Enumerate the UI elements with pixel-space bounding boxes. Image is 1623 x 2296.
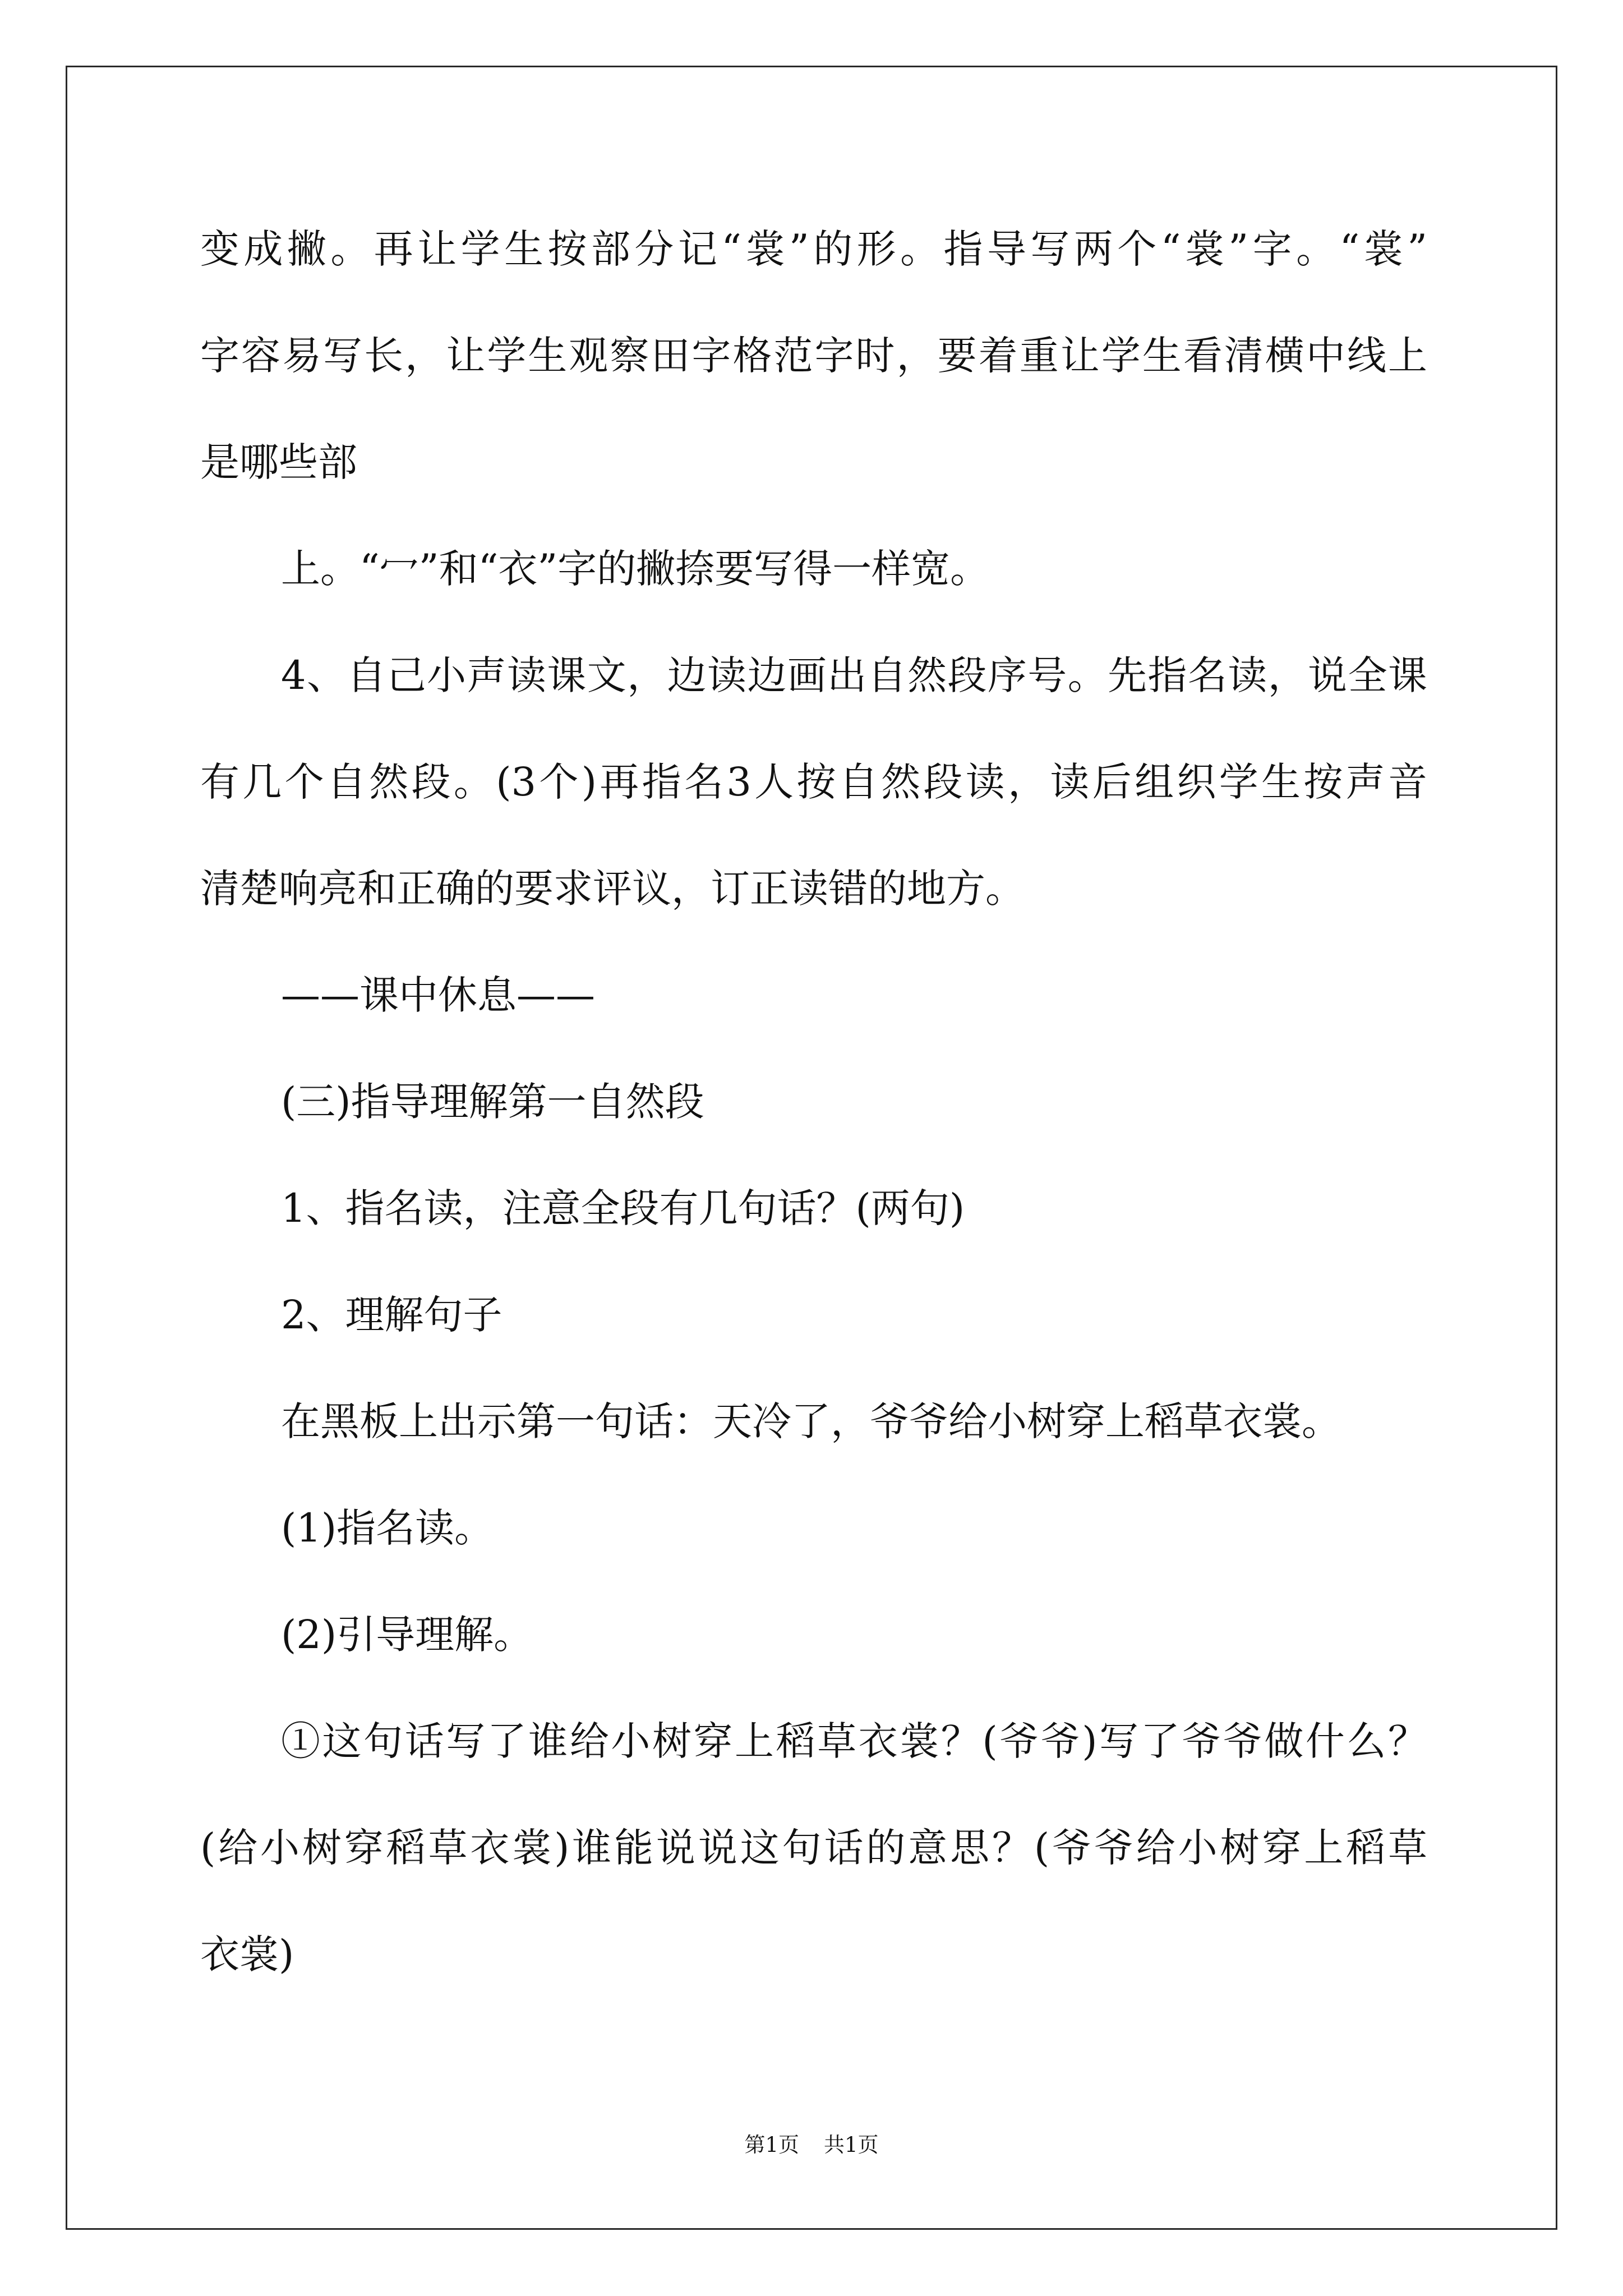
paragraph [200, 1475, 1427, 1581]
page-number: 第1页 [744, 2133, 799, 2157]
paragraph [200, 1155, 1427, 1262]
paragraph-line: 字容易写长，让学生观察田字格范字时，要着重让学生看清横中线上 [200, 333, 1427, 379]
paragraph-line: (1)指名读。 [281, 1505, 494, 1551]
paragraph-line: 在黑板上出示第一句话：天冷了，爷爷给小树穿上稻草衣裳。 [281, 1398, 1341, 1444]
paragraph [200, 1368, 1427, 1475]
page-footer [0, 2129, 1623, 2161]
paragraph-line: 4、自己小声读课文，边读边画出自然段序号。先指名读，说全课 [281, 652, 1427, 698]
paragraph-line: (2)引导理解。 [281, 1612, 533, 1658]
paragraph-line: ①这句话写了谁给小树穿上稻草衣裳？(爷爷)写了爷爷做什么？ [281, 1718, 1427, 1764]
paragraph-line: 有几个自然段。(3个)再指名3人按自然段读，读后组织学生按声音 [200, 759, 1427, 805]
paragraph-line: 清楚响亮和正确的要求评议，订正读错的地方。 [200, 866, 1025, 912]
paragraph-line: (给小树穿稻草衣裳)谁能说说这句话的意思？(爷爷给小树穿上稻草 [200, 1825, 1427, 1871]
paragraph-line: 是哪些部 [200, 439, 357, 485]
paragraph [200, 622, 1427, 942]
paragraph-line: 变成撇。再让学生按部分记“裳”的形。指导写两个“裳”字。“裳” [200, 226, 1427, 272]
paragraph [200, 516, 1427, 622]
paragraph-line: 2、理解句子 [281, 1292, 502, 1338]
paragraph-line: 1、指名读，注意全段有几句话？(两句) [281, 1185, 965, 1231]
paragraph [200, 942, 1427, 1048]
paragraph [200, 196, 1427, 516]
page-count: 共1页 [824, 2133, 879, 2157]
paragraph [200, 1048, 1427, 1155]
section-heading: (三)指导理解第一自然段 [281, 1079, 704, 1125]
paragraph [200, 1262, 1427, 1368]
section-break-line: ——课中休息—— [281, 972, 595, 1018]
paragraph-line: 上。“冖”和“衣”字的撇捺要写得一样宽。 [281, 546, 990, 592]
document-body [200, 196, 1427, 2008]
paragraph [200, 1688, 1427, 2008]
paragraph-line: 衣裳) [200, 1931, 294, 1977]
paragraph [200, 1581, 1427, 1688]
